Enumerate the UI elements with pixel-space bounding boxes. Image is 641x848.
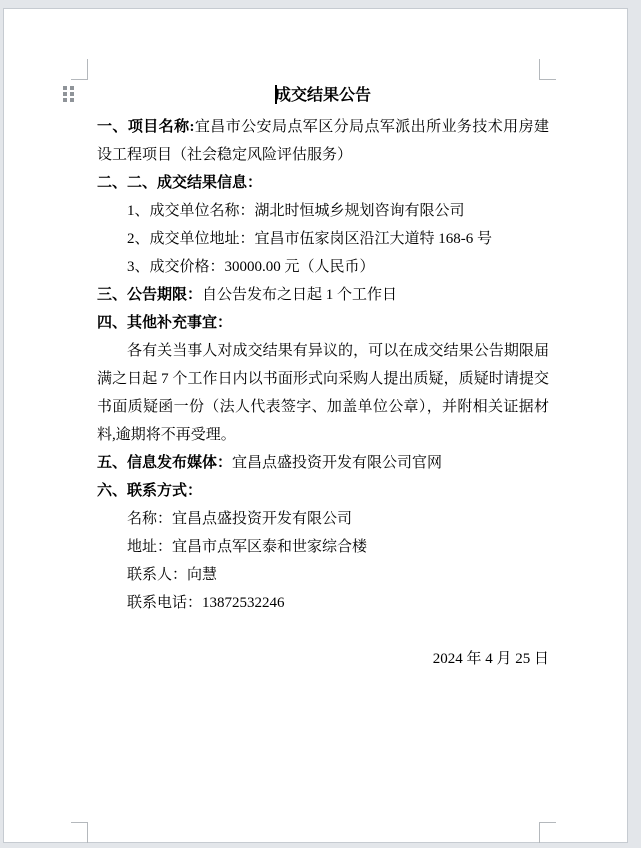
section-text: 联系电话：13872532246 bbox=[127, 595, 285, 611]
para-winner-name[interactable] bbox=[97, 197, 549, 225]
para-contact-address[interactable] bbox=[97, 533, 549, 561]
section-text: 名称：宜昌点盛投资开发有限公司 bbox=[127, 511, 353, 527]
section-text: 2、成交单位地址：宜昌市伍家岗区沿江大道特 168-6 号 bbox=[127, 231, 492, 247]
drag-handle-dot bbox=[70, 86, 74, 90]
para-winner-address[interactable] bbox=[97, 225, 549, 253]
drag-handle-dot bbox=[63, 86, 67, 90]
margin-mark-top-right-icon bbox=[539, 59, 556, 80]
margin-mark-bottom-left-icon bbox=[71, 822, 88, 843]
section-text: 各有关当事人对成交结果有异议的，可以在成交结果公告期限届满之日起 7 个工作日内以书面形式向采购人提出质疑，质疑时请提交书面质疑函一份（法人代表签字、加盖单位公章），并附相关证据材料,逾期将不再受理。 bbox=[97, 343, 549, 443]
drag-handle-dot bbox=[63, 92, 67, 96]
section-label: 五、信息发布媒体： bbox=[97, 455, 233, 471]
para-price[interactable] bbox=[97, 253, 549, 281]
drag-handle-dot bbox=[70, 92, 74, 96]
para-announcement-period[interactable] bbox=[97, 281, 549, 309]
para-contact-heading[interactable] bbox=[97, 477, 549, 505]
section-label: 二、二、成交结果信息： bbox=[97, 175, 263, 191]
section-text: 宜昌点盛投资开发有限公司官网 bbox=[232, 455, 443, 471]
para-contact-phone[interactable] bbox=[97, 589, 549, 617]
margin-mark-bottom-right-icon bbox=[539, 822, 556, 843]
section-label: 一、项目名称: bbox=[97, 119, 195, 135]
drag-handle-dot bbox=[70, 98, 74, 102]
para-supplementary-heading[interactable] bbox=[97, 309, 549, 337]
document-page bbox=[3, 8, 628, 843]
section-text: 联系人：向慧 bbox=[127, 567, 218, 583]
para-result-info-heading[interactable] bbox=[97, 169, 549, 197]
para-contact-person[interactable] bbox=[97, 561, 549, 589]
section-text: 地址：宜昌市点军区泰和世家综合楼 bbox=[127, 539, 368, 555]
margin-mark-top-left-icon bbox=[71, 59, 88, 80]
drag-handle-dot bbox=[63, 98, 67, 102]
para-publish-media[interactable] bbox=[97, 449, 549, 477]
section-label: 六、联系方式： bbox=[97, 483, 203, 499]
section-text: 3、成交价格：30000.00 元（人民币） bbox=[127, 259, 375, 275]
para-contact-name[interactable] bbox=[97, 505, 549, 533]
section-text: 宜昌市公安局点军区分局点军派出所业务技术用房建设工程项目（社会稳定风险评估服务） bbox=[97, 119, 549, 163]
para-project-name[interactable] bbox=[97, 113, 549, 169]
date-line[interactable]: 2024 年 4 月 25 日 bbox=[432, 651, 549, 667]
section-label: 三、公告期限： bbox=[97, 287, 203, 303]
section-text: 自公告发布之日起 1 个工作日 bbox=[202, 287, 398, 303]
doc-title[interactable]: 成交结果公告 bbox=[274, 87, 371, 104]
document-body[interactable] bbox=[97, 81, 549, 673]
section-label: 四、其他补充事宜： bbox=[97, 315, 233, 331]
para-supplementary-body[interactable] bbox=[97, 337, 549, 449]
section-text: 1、成交单位名称：湖北时恒城乡规划咨询有限公司 bbox=[127, 203, 465, 219]
paragraph-drag-handle-icon[interactable] bbox=[63, 86, 74, 102]
